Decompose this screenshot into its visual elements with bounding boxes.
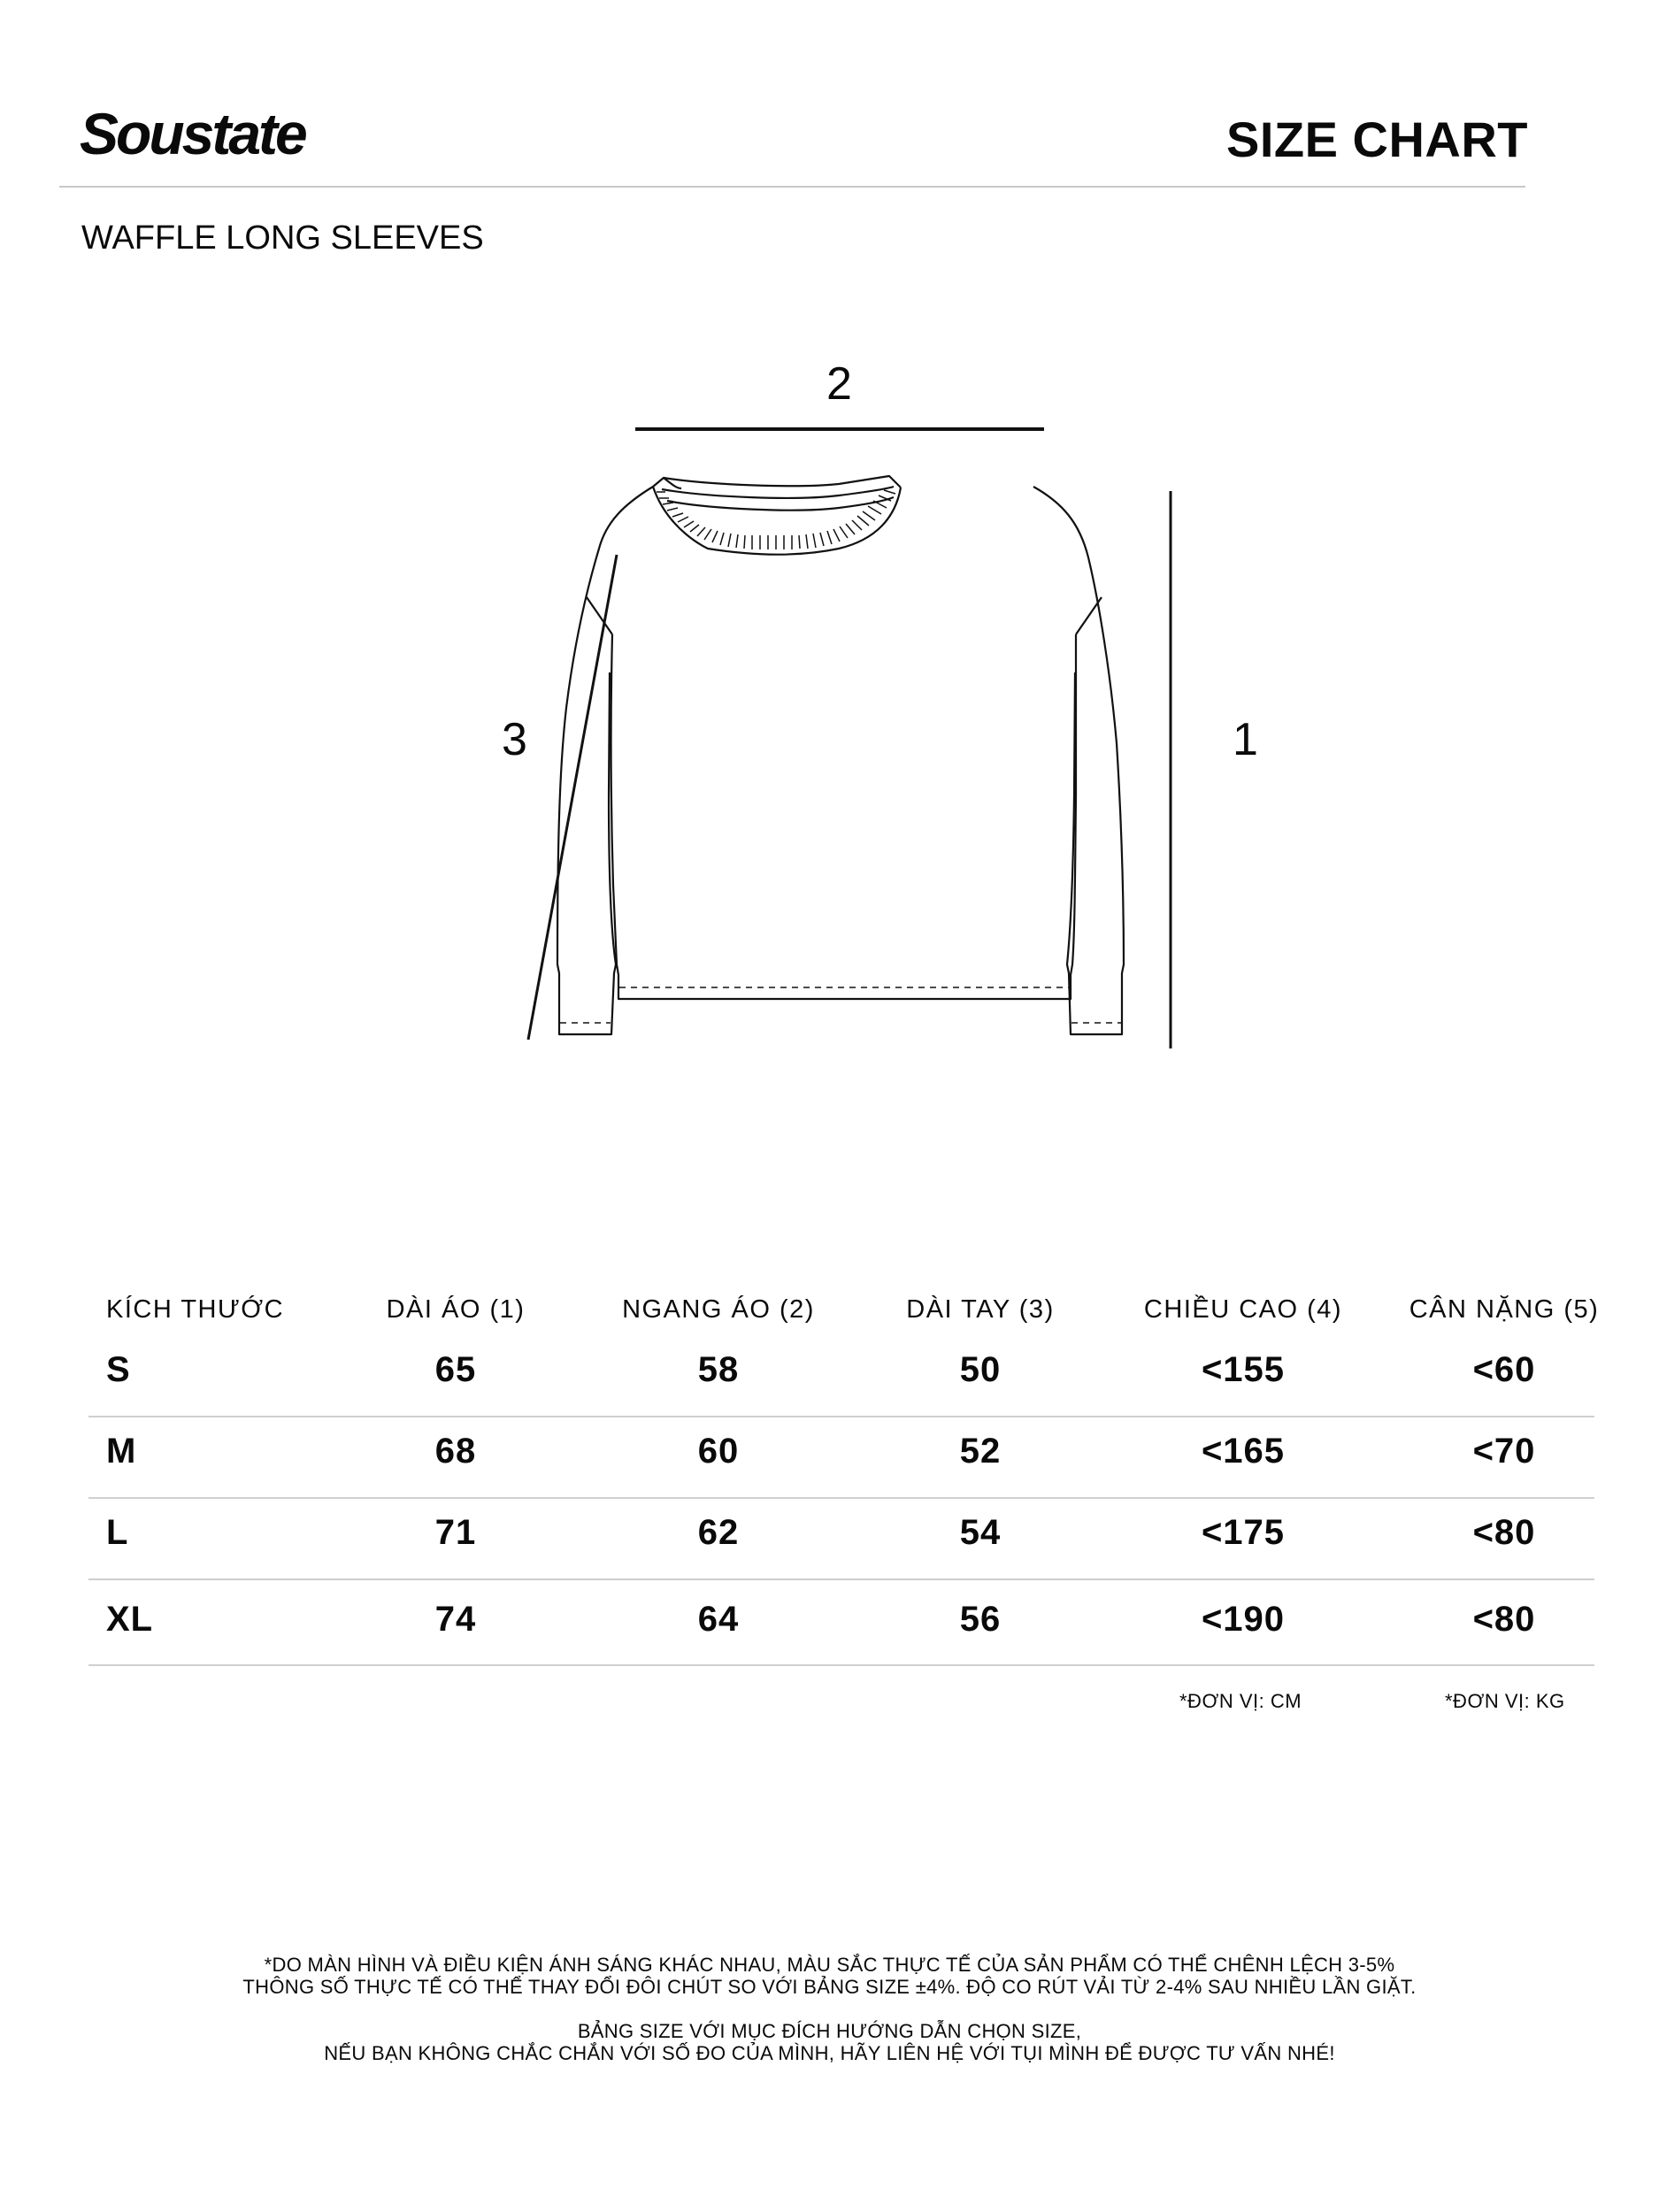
cell-body-length: 71 [434, 1513, 477, 1552]
cell-height: <155 [1201, 1350, 1286, 1389]
guide-line-1: BẢNG SIZE VỚI MỤC ĐÍCH HƯỚNG DẪN CHỌN SIZE, [577, 2020, 1082, 2042]
cell-weight: <70 [1472, 1432, 1536, 1471]
cell-width: 60 [697, 1432, 740, 1471]
header-width: NGANG ÁO (2) [622, 1295, 815, 1324]
table-row [88, 1499, 1594, 1580]
disclaimer-line-2: THÔNG SỐ THỰC TẾ CÓ THỂ THAY ĐỔI ĐÔI CHÚT SO VỚI BẢNG SIZE ±4%. ĐỘ CO RÚT VẢI TỪ 2-4% SAU NHIỀU LẦN GIẶT. [242, 1976, 1417, 1998]
unit-note-kg: *ĐƠN VỊ: KG [1445, 1690, 1565, 1712]
cell-body-length: 65 [434, 1350, 477, 1389]
cell-weight: <60 [1472, 1350, 1536, 1389]
header-sleeve-length: DÀI TAY (3) [906, 1295, 1055, 1324]
header-weight: CÂN NẶNG (5) [1409, 1295, 1600, 1324]
table-row [88, 1417, 1594, 1499]
cell-size: S [106, 1350, 131, 1389]
label-sleeve-length: 3 [502, 714, 527, 765]
brand-logo: Soustate [80, 101, 305, 166]
page-title: SIZE CHART [1226, 111, 1528, 167]
size-table [88, 1274, 1600, 1666]
cell-width: 64 [697, 1600, 740, 1639]
label-body-length: 1 [1233, 714, 1258, 765]
cell-sleeve-length: 56 [959, 1600, 1002, 1639]
header-size: KÍCH THƯỚC [106, 1295, 285, 1324]
disclaimer-line-1: *DO MÀN HÌNH VÀ ĐIỀU KIỆN ÁNH SÁNG KHÁC NHAU, MÀU SẮC THỰC TẾ CỦA SẢN PHẨM CÓ THỂ CHÊNH LỆCH 3-5% [264, 1954, 1395, 1976]
cell-height: <190 [1201, 1600, 1286, 1639]
cell-width: 58 [697, 1350, 740, 1389]
label-width: 2 [826, 358, 852, 410]
cell-body-length: 74 [434, 1600, 477, 1639]
cell-sleeve-length: 52 [959, 1432, 1002, 1471]
header-body-length: DÀI ÁO (1) [386, 1295, 526, 1324]
table-row [88, 1336, 1594, 1417]
guide-line-2: NẾU BẠN KHÔNG CHẮC CHẮN VỚI SỐ ĐO CỦA MÌNH, HÃY LIÊN HỆ VỚI TỤI MÌNH ĐỂ ĐƯỢC TƯ VẤN NHÉ! [324, 2042, 1335, 2064]
unit-note-cm: *ĐƠN VỊ: CM [1179, 1690, 1302, 1712]
cell-size: M [106, 1432, 137, 1471]
cell-weight: <80 [1472, 1513, 1536, 1552]
cell-height: <165 [1201, 1432, 1286, 1471]
cell-size: L [106, 1513, 129, 1552]
table-row [88, 1580, 1594, 1666]
cell-weight: <80 [1472, 1600, 1536, 1639]
cell-sleeve-length: 54 [959, 1513, 1002, 1552]
table-header [88, 1274, 1600, 1336]
cell-height: <175 [1201, 1513, 1286, 1552]
product-name: WAFFLE LONG SLEEVES [81, 219, 484, 257]
header-height: CHIỀU CAO (4) [1143, 1295, 1343, 1324]
cell-width: 62 [697, 1513, 740, 1552]
cell-body-length: 68 [434, 1432, 477, 1471]
cell-sleeve-length: 50 [959, 1350, 1002, 1389]
cell-size: XL [106, 1600, 154, 1639]
